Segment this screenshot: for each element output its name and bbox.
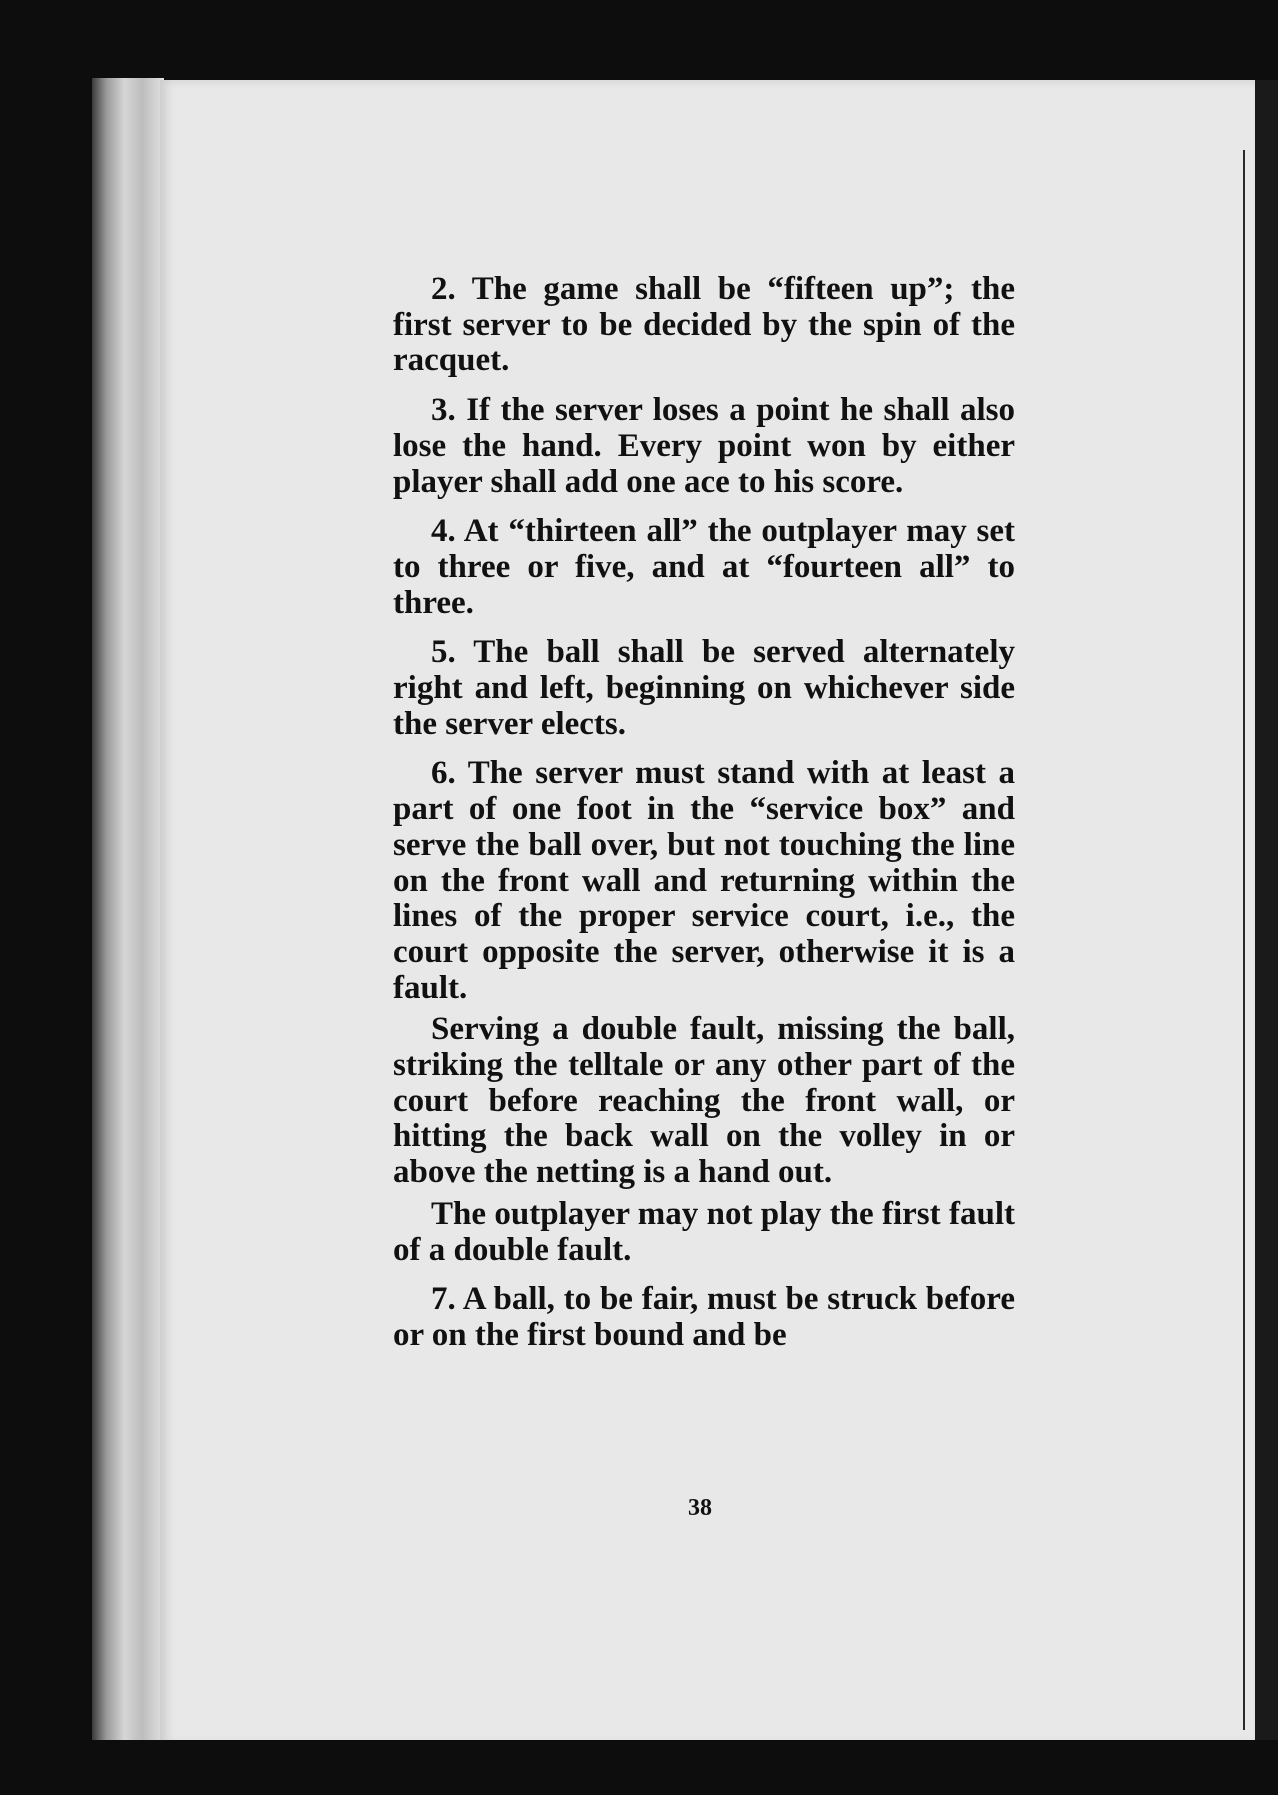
book-right-edge <box>1255 80 1278 1745</box>
paragraph-rule-3: 3. If the server loses a point he shall also lose the hand. Every point won by either player shall add one ace to his score. <box>393 392 1015 500</box>
paragraph-rule-7: 7. A ball, to be fair, must be struck before or on the first bound and be <box>393 1281 1015 1353</box>
page-number: 38 <box>688 1495 712 1521</box>
paragraph-rule-2: 2. The game shall be “fifteen up”; the first server to be decided by the spin of the racquet. <box>393 271 1015 379</box>
page-text <box>393 272 1015 1368</box>
paragraph-rule-4: 4. At “thirteen all” the outplayer may set to three or five, and at “fourteen all” to three. <box>393 513 1015 621</box>
book-left-edge <box>92 78 164 1748</box>
page-right-rule <box>1243 150 1245 1730</box>
paragraph-double-fault: Serving a double fault, missing the ball, striking the telltale or any other part of the court before reaching the front wall, or hitting the back wall on the volley in or above the netting is a hand out. <box>393 1011 1015 1191</box>
paragraph-rule-6: 6. The server must stand with at least a part of one foot in the “service box” and serve the ball over, but not touching the line on the front wall and returning within the lines of the proper service court, i.e., the court opposite the server, otherwise it is a fault. <box>393 755 1015 1006</box>
paragraph-outplayer: The outplayer may not play the first fault of a double fault. <box>393 1195 1015 1268</box>
book-bottom-edge <box>92 1740 1278 1795</box>
paragraph-rule-5: 5. The ball shall be served alternately right and left, beginning on whichever side the server elects. <box>393 634 1015 742</box>
